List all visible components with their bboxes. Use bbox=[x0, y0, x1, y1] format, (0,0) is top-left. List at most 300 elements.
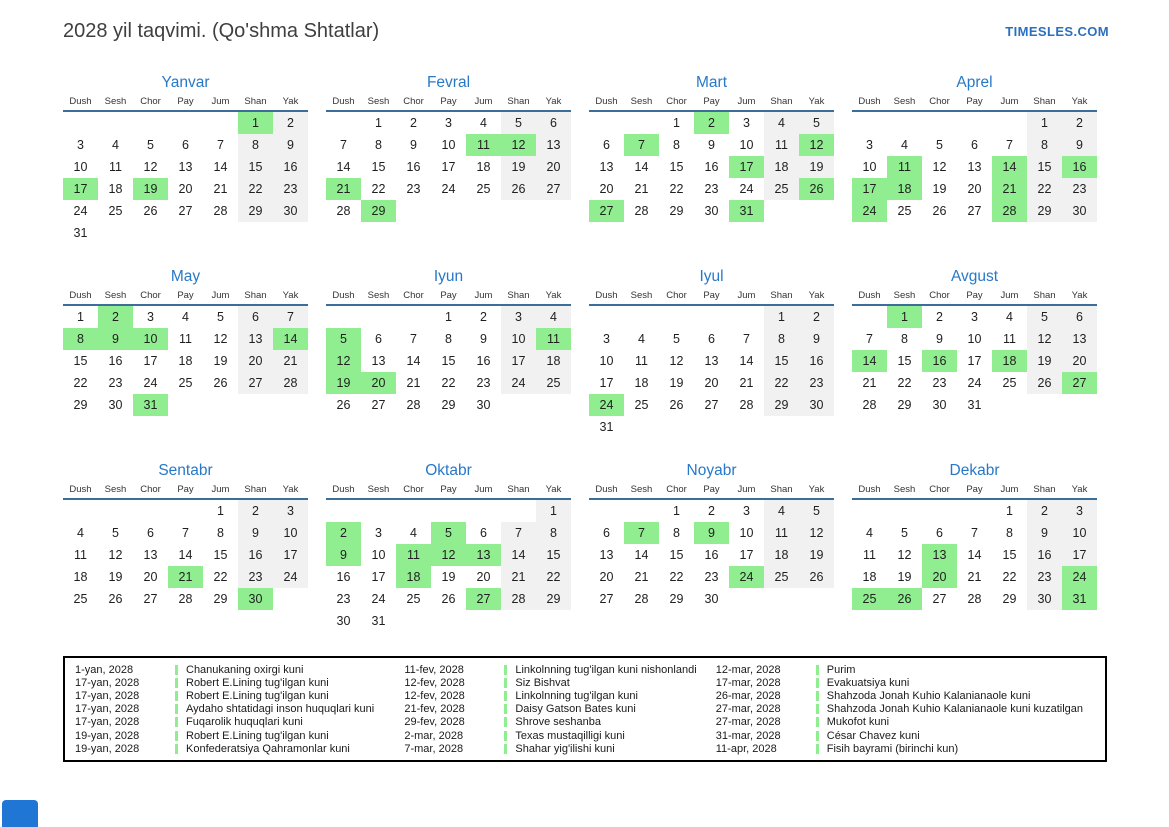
day-cell: 19 bbox=[799, 544, 834, 566]
day-cell: 19 bbox=[897, 570, 912, 584]
legend-green-bar bbox=[175, 704, 178, 714]
day-cell: 17 bbox=[1062, 544, 1097, 566]
day-cell: 7 bbox=[410, 332, 417, 346]
week-row bbox=[63, 500, 308, 522]
day-cell: 25 bbox=[852, 588, 887, 610]
brand-link[interactable]: TIMESLES.COM bbox=[1005, 24, 1109, 39]
day-cell: 2 bbox=[480, 310, 487, 324]
day-cell: 2 bbox=[273, 112, 308, 134]
month-avgust bbox=[852, 266, 1097, 438]
legend-entry bbox=[75, 729, 404, 742]
legend-entry bbox=[716, 716, 1105, 729]
week-row bbox=[326, 610, 571, 632]
day-cell bbox=[98, 222, 133, 244]
weekday-header: Shan bbox=[507, 96, 530, 107]
week-row bbox=[63, 372, 308, 394]
day-cell: 3 bbox=[743, 116, 750, 130]
week-row bbox=[326, 500, 571, 522]
day-cell: 10 bbox=[967, 332, 982, 346]
day-cell: 18 bbox=[536, 350, 571, 372]
week-row bbox=[63, 134, 308, 156]
weekday-header: Dush bbox=[69, 484, 92, 495]
legend-entry-name: Shrove seshanba bbox=[515, 716, 601, 729]
day-cell: 5 bbox=[112, 526, 119, 540]
weekday-header: Pay bbox=[177, 96, 194, 107]
day-cell: 29 bbox=[238, 200, 273, 222]
week-row bbox=[63, 222, 308, 244]
day-cell: 7 bbox=[501, 522, 536, 544]
weekday-header: Jum bbox=[211, 290, 230, 301]
day-cell bbox=[238, 222, 273, 244]
weekday-header: Chor bbox=[929, 484, 950, 495]
day-cell: 7 bbox=[866, 332, 873, 346]
day-cell: 6 bbox=[1062, 306, 1097, 328]
day-cell: 29 bbox=[897, 398, 912, 412]
legend-entry bbox=[716, 703, 1105, 716]
day-cell: 24 bbox=[967, 376, 982, 390]
month-title: Mart bbox=[696, 74, 727, 91]
week-row bbox=[63, 200, 308, 222]
day-cell: 4 bbox=[410, 526, 417, 540]
week-row bbox=[852, 112, 1097, 134]
week-row bbox=[63, 306, 308, 328]
weekday-header-row bbox=[326, 96, 571, 112]
day-cell bbox=[326, 112, 361, 134]
week-row bbox=[589, 178, 834, 200]
weekday-header: Shan bbox=[770, 290, 793, 301]
day-cell: 8 bbox=[901, 332, 908, 346]
day-cell: 28 bbox=[634, 204, 649, 218]
day-cell bbox=[466, 500, 501, 522]
weekday-header: Sesh bbox=[367, 484, 390, 495]
weekday-header-row bbox=[63, 484, 308, 500]
weekday-header: Shan bbox=[770, 96, 793, 107]
weekday-header: Pay bbox=[703, 290, 720, 301]
day-cell: 6 bbox=[971, 138, 978, 152]
weekday-header: Chor bbox=[666, 484, 687, 495]
day-cell: 27 bbox=[238, 372, 273, 394]
week-row bbox=[326, 306, 571, 328]
day-cell bbox=[852, 306, 887, 328]
day-cell: 8 bbox=[1027, 134, 1062, 156]
day-cell: 7 bbox=[273, 306, 308, 328]
legend-entry-name: Chanukaning oxirgi kuni bbox=[186, 663, 304, 676]
day-cell bbox=[238, 394, 273, 416]
day-cell: 6 bbox=[480, 526, 487, 540]
legend-entry bbox=[75, 689, 404, 702]
day-cell: 28 bbox=[178, 592, 193, 606]
page-title: 2028 yil taqvimi. (Qo'shma Shtatlar) bbox=[63, 20, 380, 42]
day-cell: 24 bbox=[729, 566, 764, 588]
day-cell bbox=[694, 416, 729, 438]
legend-entry-name: Fuqarolik huquqlari kuni bbox=[186, 716, 303, 729]
day-cell: 1 bbox=[887, 306, 922, 328]
chat-widget-button[interactable] bbox=[2, 800, 38, 827]
day-cell: 13 bbox=[704, 354, 719, 368]
day-cell: 30 bbox=[1027, 588, 1062, 610]
day-cell bbox=[589, 500, 624, 522]
day-cell: 24 bbox=[852, 200, 887, 222]
day-cell: 25 bbox=[476, 182, 491, 196]
day-cell: 4 bbox=[112, 138, 119, 152]
legend-green-bar bbox=[175, 665, 178, 675]
legend-entry-date: 26-mar, 2028 bbox=[715, 689, 781, 702]
day-cell: 14 bbox=[967, 548, 982, 562]
day-cell: 14 bbox=[336, 160, 351, 174]
weekday-header-row bbox=[326, 484, 571, 500]
weekday-header: Pay bbox=[440, 484, 457, 495]
day-cell: 24 bbox=[441, 182, 456, 196]
week-row bbox=[852, 372, 1097, 394]
day-cell: 22 bbox=[1002, 570, 1017, 584]
weekday-header: Jum bbox=[737, 290, 756, 301]
day-cell: 3 bbox=[743, 504, 750, 518]
day-cell: 17 bbox=[371, 570, 386, 584]
day-cell: 11 bbox=[109, 160, 122, 174]
day-cell: 1 bbox=[445, 310, 452, 324]
weekday-header: Yak bbox=[545, 290, 562, 301]
legend-entry bbox=[404, 703, 715, 716]
day-cell: 27 bbox=[967, 204, 982, 218]
day-cell: 21 bbox=[501, 566, 536, 588]
weekday-header: Sesh bbox=[104, 290, 127, 301]
day-cell: 3 bbox=[77, 138, 84, 152]
day-cell: 18 bbox=[178, 354, 193, 368]
day-cell: 21 bbox=[213, 182, 228, 196]
day-cell: 31 bbox=[371, 614, 386, 628]
day-cell bbox=[887, 112, 922, 134]
day-cell: 27 bbox=[599, 592, 614, 606]
day-cell: 6 bbox=[238, 306, 273, 328]
legend-green-bar bbox=[816, 665, 819, 675]
weekday-header: Jum bbox=[474, 484, 493, 495]
weekday-header: Chor bbox=[929, 96, 950, 107]
day-cell: 30 bbox=[799, 394, 834, 416]
day-cell: 8 bbox=[217, 526, 224, 540]
day-cell: 8 bbox=[764, 328, 799, 350]
day-cell: 23 bbox=[273, 178, 308, 200]
day-cell: 10 bbox=[501, 328, 536, 350]
day-cell: 14 bbox=[213, 160, 228, 174]
day-cell: 21 bbox=[739, 376, 754, 390]
day-cell bbox=[396, 500, 431, 522]
day-cell bbox=[501, 200, 536, 222]
day-cell: 21 bbox=[273, 350, 308, 372]
day-cell bbox=[361, 306, 396, 328]
day-cell: 4 bbox=[182, 310, 189, 324]
week-row bbox=[326, 328, 571, 350]
weekday-header: Chor bbox=[929, 290, 950, 301]
day-cell: 29 bbox=[73, 398, 88, 412]
day-cell: 27 bbox=[704, 398, 719, 412]
day-cell: 15 bbox=[371, 160, 386, 174]
month-iyun bbox=[326, 266, 571, 438]
day-cell: 20 bbox=[178, 182, 193, 196]
weekday-header: Chor bbox=[140, 290, 161, 301]
day-cell: 15 bbox=[1027, 156, 1062, 178]
legend-entry-name: Shahar yig'ilishi kuni bbox=[515, 742, 615, 755]
day-cell: 9 bbox=[273, 134, 308, 156]
weekday-header: Shan bbox=[244, 96, 267, 107]
weekday-header: Shan bbox=[770, 484, 793, 495]
day-cell: 10 bbox=[862, 160, 877, 174]
day-cell: 22 bbox=[669, 570, 684, 584]
day-cell: 3 bbox=[971, 310, 978, 324]
day-cell: 29 bbox=[669, 592, 684, 606]
day-cell: 28 bbox=[273, 372, 308, 394]
weekday-header: Yak bbox=[282, 484, 299, 495]
day-cell: 22 bbox=[669, 182, 684, 196]
day-cell: 8 bbox=[673, 138, 680, 152]
week-row bbox=[589, 112, 834, 134]
day-cell: 19 bbox=[1027, 350, 1062, 372]
day-cell: 25 bbox=[178, 376, 193, 390]
day-cell: 7 bbox=[743, 332, 750, 346]
day-cell: 19 bbox=[108, 570, 123, 584]
day-cell: 26 bbox=[887, 588, 922, 610]
day-cell: 16 bbox=[238, 544, 273, 566]
day-cell: 4 bbox=[536, 306, 571, 328]
day-cell: 3 bbox=[445, 116, 452, 130]
legend-entry-date: 21-fev, 2028 bbox=[404, 703, 465, 716]
week-row bbox=[589, 350, 834, 372]
week-row bbox=[63, 544, 308, 566]
day-cell: 24 bbox=[73, 204, 88, 218]
weekday-header: Jum bbox=[737, 484, 756, 495]
day-cell: 27 bbox=[143, 592, 158, 606]
month-title: Dekabr bbox=[949, 462, 1000, 479]
day-cell: 12 bbox=[799, 134, 834, 156]
legend-green-bar bbox=[504, 678, 507, 688]
day-cell: 6 bbox=[603, 138, 610, 152]
day-cell: 28 bbox=[967, 592, 982, 606]
day-cell bbox=[203, 222, 238, 244]
day-cell: 29 bbox=[1002, 592, 1017, 606]
month-title: Iyun bbox=[433, 268, 464, 285]
day-cell: 2 bbox=[799, 306, 834, 328]
weekday-header: Sesh bbox=[104, 484, 127, 495]
day-cell: 1 bbox=[536, 500, 571, 522]
day-cell: 28 bbox=[634, 592, 649, 606]
day-cell: 10 bbox=[739, 526, 754, 540]
legend-entry-date: 17-yan, 2028 bbox=[75, 716, 140, 729]
day-cell bbox=[63, 500, 98, 522]
day-cell: 10 bbox=[599, 354, 614, 368]
legend-column bbox=[716, 663, 1105, 760]
day-cell bbox=[273, 394, 308, 416]
legend-entry bbox=[716, 676, 1105, 689]
day-cell: 26 bbox=[143, 204, 158, 218]
day-cell: 23 bbox=[704, 570, 719, 584]
legend-entry-date: 11-apr, 2028 bbox=[715, 742, 777, 755]
day-cell: 13 bbox=[536, 134, 571, 156]
day-cell: 12 bbox=[799, 522, 834, 544]
day-cell: 14 bbox=[739, 354, 754, 368]
week-row bbox=[852, 350, 1097, 372]
day-cell bbox=[168, 394, 203, 416]
weekday-header: Chor bbox=[666, 96, 687, 107]
day-cell: 29 bbox=[764, 394, 799, 416]
day-cell: 23 bbox=[336, 592, 351, 606]
week-row bbox=[63, 178, 308, 200]
day-cell: 7 bbox=[624, 522, 659, 544]
day-cell: 18 bbox=[73, 570, 88, 584]
day-cell: 23 bbox=[238, 566, 273, 588]
week-row bbox=[852, 588, 1097, 610]
day-cell: 1 bbox=[217, 504, 224, 518]
day-cell bbox=[624, 112, 659, 134]
day-cell: 11 bbox=[466, 134, 501, 156]
day-cell: 22 bbox=[238, 178, 273, 200]
day-cell: 7 bbox=[971, 526, 978, 540]
legend-entry-name: Daisy Gatson Bates kuni bbox=[515, 703, 636, 716]
week-row bbox=[852, 566, 1097, 588]
day-cell bbox=[887, 500, 922, 522]
day-cell bbox=[589, 306, 624, 328]
day-cell: 18 bbox=[887, 178, 922, 200]
day-cell: 24 bbox=[501, 372, 536, 394]
day-cell: 8 bbox=[238, 134, 273, 156]
day-cell: 25 bbox=[634, 398, 649, 412]
day-cell bbox=[922, 500, 957, 522]
day-cell: 6 bbox=[603, 526, 610, 540]
weekday-header: Jum bbox=[474, 96, 493, 107]
month-yanvar bbox=[63, 72, 308, 244]
day-cell: 31 bbox=[133, 394, 168, 416]
day-cell: 5 bbox=[431, 522, 466, 544]
week-row bbox=[589, 200, 834, 222]
legend-entry-date: 27-mar, 2028 bbox=[715, 703, 781, 716]
day-cell bbox=[466, 610, 501, 632]
day-cell: 4 bbox=[764, 112, 799, 134]
week-row bbox=[852, 500, 1097, 522]
day-cell: 20 bbox=[143, 570, 158, 584]
legend-entry-date: 11-fev, 2028 bbox=[404, 663, 464, 676]
day-cell: 14 bbox=[178, 548, 193, 562]
day-cell bbox=[168, 112, 203, 134]
weekday-header: Yak bbox=[1071, 484, 1088, 495]
day-cell: 15 bbox=[441, 354, 456, 368]
weekday-header: Dush bbox=[332, 484, 355, 495]
legend-entry-date: 17-yan, 2028 bbox=[75, 689, 140, 702]
legend-entry bbox=[75, 742, 404, 755]
weekday-header: Jum bbox=[1000, 96, 1019, 107]
day-cell: 19 bbox=[441, 570, 456, 584]
weekday-header: Chor bbox=[140, 96, 161, 107]
day-cell: 27 bbox=[536, 178, 571, 200]
day-cell: 20 bbox=[967, 182, 982, 196]
day-cell: 21 bbox=[326, 178, 361, 200]
day-cell: 28 bbox=[213, 204, 228, 218]
day-cell: 29 bbox=[213, 592, 228, 606]
day-cell: 25 bbox=[73, 592, 88, 606]
legend-entry-date: 17-yan, 2028 bbox=[75, 676, 140, 689]
week-row bbox=[589, 416, 834, 438]
legend-entry-date: 27-mar, 2028 bbox=[715, 716, 781, 729]
day-cell bbox=[501, 610, 536, 632]
day-cell: 31 bbox=[729, 200, 764, 222]
day-cell: 23 bbox=[799, 372, 834, 394]
day-cell: 22 bbox=[371, 182, 386, 196]
day-cell: 28 bbox=[739, 398, 754, 412]
day-cell bbox=[852, 500, 887, 522]
day-cell: 11 bbox=[764, 522, 799, 544]
day-cell: 23 bbox=[1027, 566, 1062, 588]
month-title: Fevral bbox=[426, 74, 471, 91]
day-cell bbox=[694, 306, 729, 328]
day-cell: 2 bbox=[326, 522, 361, 544]
day-cell bbox=[168, 222, 203, 244]
weekday-header: Shan bbox=[507, 290, 530, 301]
legend-entry-name: Fisih bayrami (birinchi kun) bbox=[826, 742, 959, 755]
day-cell: 18 bbox=[764, 156, 799, 178]
day-cell bbox=[63, 112, 98, 134]
day-cell bbox=[922, 112, 957, 134]
legend-entry-name: Evakuatsiya kuni bbox=[826, 676, 910, 689]
day-cell: 10 bbox=[739, 138, 754, 152]
day-cell: 2 bbox=[694, 112, 729, 134]
day-cell bbox=[799, 588, 834, 610]
day-cell: 1 bbox=[673, 116, 680, 130]
day-cell: 23 bbox=[704, 182, 719, 196]
day-cell: 16 bbox=[704, 160, 719, 174]
day-cell: 24 bbox=[589, 394, 624, 416]
day-cell: 15 bbox=[1002, 548, 1017, 562]
weekday-header: Pay bbox=[966, 290, 983, 301]
day-cell: 20 bbox=[599, 570, 614, 584]
day-cell: 8 bbox=[63, 328, 98, 350]
day-cell: 13 bbox=[466, 544, 501, 566]
weekday-header: Shan bbox=[1033, 96, 1056, 107]
weekday-header-row bbox=[63, 96, 308, 112]
day-cell: 1 bbox=[375, 116, 382, 130]
day-cell bbox=[659, 416, 694, 438]
day-cell: 1 bbox=[77, 310, 84, 324]
legend-entry bbox=[75, 703, 404, 716]
day-cell: 5 bbox=[936, 138, 943, 152]
day-cell: 12 bbox=[669, 354, 684, 368]
day-cell: 14 bbox=[501, 544, 536, 566]
day-cell: 4 bbox=[866, 526, 873, 540]
week-row bbox=[589, 306, 834, 328]
week-row bbox=[852, 200, 1097, 222]
day-cell: 2 bbox=[708, 504, 715, 518]
day-cell: 15 bbox=[238, 156, 273, 178]
legend-entry-name: Robert E.Lining tug'ilgan kuni bbox=[186, 729, 329, 742]
weekday-header-row bbox=[63, 290, 308, 306]
day-cell: 30 bbox=[108, 398, 123, 412]
day-cell: 30 bbox=[273, 200, 308, 222]
day-cell: 23 bbox=[932, 376, 947, 390]
legend-green-bar bbox=[175, 691, 178, 701]
day-cell: 9 bbox=[708, 138, 715, 152]
day-cell: 5 bbox=[799, 112, 834, 134]
day-cell: 23 bbox=[1062, 178, 1097, 200]
weekday-header: Dush bbox=[858, 290, 881, 301]
legend-green-bar bbox=[504, 731, 507, 741]
day-cell bbox=[624, 306, 659, 328]
day-cell: 29 bbox=[669, 204, 684, 218]
day-cell: 14 bbox=[634, 160, 649, 174]
day-cell: 10 bbox=[133, 328, 168, 350]
legend-entry-date: 12-fev, 2028 bbox=[404, 676, 465, 689]
weekday-header: Yak bbox=[808, 96, 825, 107]
day-cell: 15 bbox=[73, 354, 88, 368]
day-cell: 21 bbox=[634, 570, 649, 584]
week-row bbox=[589, 394, 834, 416]
weekday-header: Yak bbox=[282, 290, 299, 301]
day-cell bbox=[992, 394, 1027, 416]
